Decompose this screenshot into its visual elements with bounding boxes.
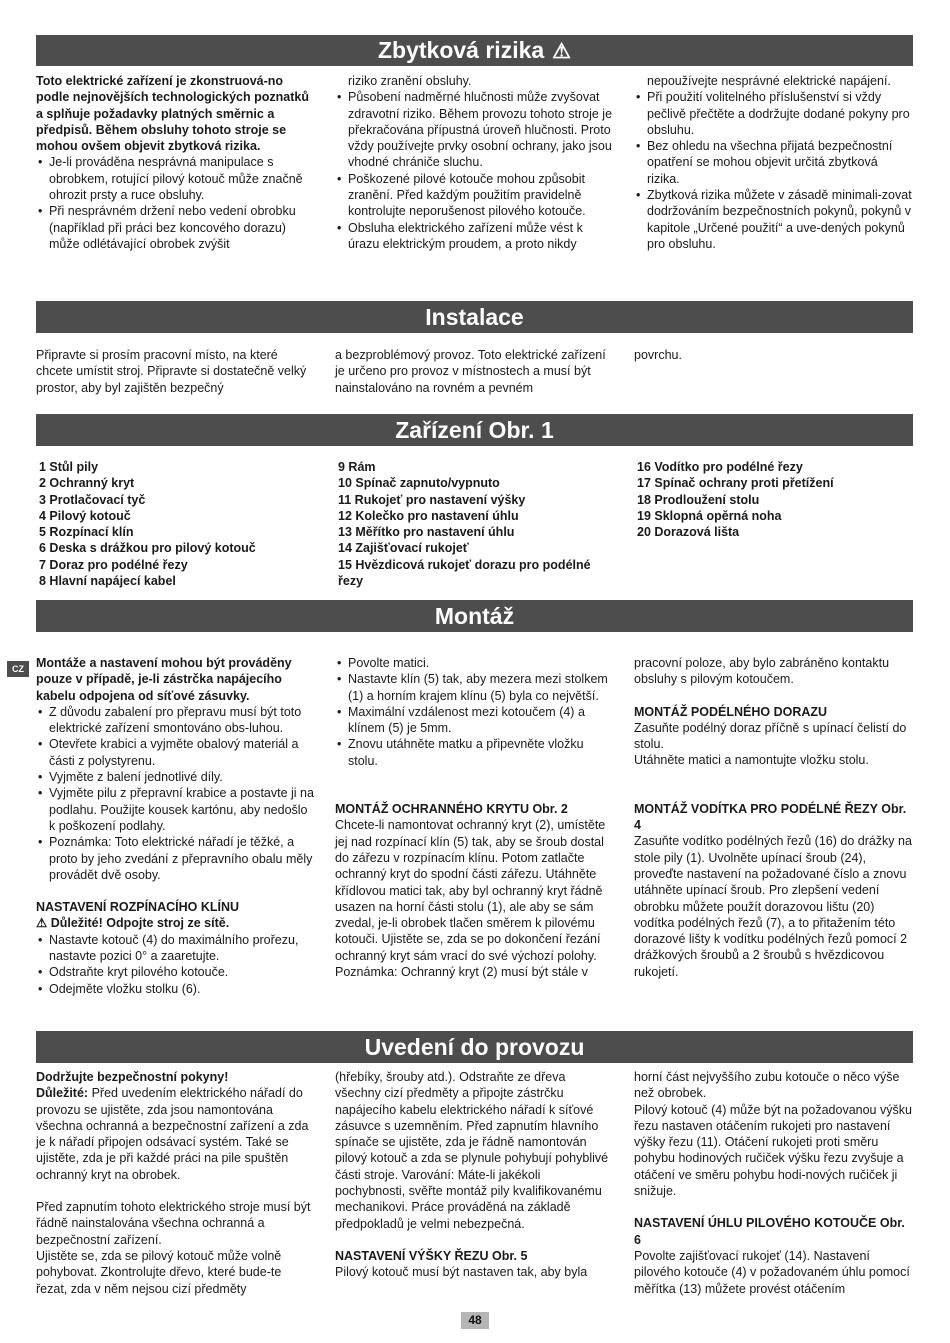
assembly-columns xyxy=(36,655,913,997)
risks-intro: Toto elektrické zařízení je zkonstruová-no podle nejnovějších technologických poznatků a splňuje požadavky platných směrnic a předpisů. Během obsluhy tohoto stroje se mohou ovšem objevit zbytková rizika. xyxy=(36,74,309,154)
list-item: 7 Doraz pro podélné řezy xyxy=(39,557,188,572)
install-col-1 xyxy=(36,347,314,396)
list-item: 16 Vodítko pro podélné řezy xyxy=(637,460,803,474)
list-item: • Bez ohledu na všechna přijatá bezpečnostní opatření se mohou objevit určitá zbytková rizika. xyxy=(634,138,912,187)
stop-text-1: Zasuňte podélný doraz příčně s upínací čelistí do stolu. xyxy=(634,720,907,752)
operation-text-2: Před zapnutím tohoto elektrického stroje musí být řádně nainstalována všechna ochranná a bezpečnostní zařízení. xyxy=(36,1200,311,1247)
stop-heading: MONTÁŽ PODÉLNÉHO DORAZU xyxy=(634,704,828,719)
operation-col-3 xyxy=(634,1069,912,1297)
list-item: 9 Rám xyxy=(338,460,376,474)
section-header-assembly xyxy=(36,600,913,632)
list-item: 10 Spínač zapnuto/vypnuto xyxy=(338,476,500,491)
height-heading: NASTAVENÍ VÝŠKY ŘEZU Obr. 5 xyxy=(335,1248,528,1263)
device-columns xyxy=(36,459,913,589)
risks-col3-continuation: nepoužívejte nesprávné elektrické napájení. xyxy=(647,74,891,88)
wedge-heading: NASTAVENÍ ROZPÍNACÍHO KLÍNU xyxy=(36,900,240,915)
page-number: 48 xyxy=(461,1312,489,1329)
install-col-2 xyxy=(335,347,613,396)
operation-text-3: Ujistěte se, zda se pilový kotouč může volně pohybovat. Zkontrolujte dřevo, které bude-te řezat, zda v něm nejsou cizí předměty xyxy=(36,1248,282,1296)
install-text-1: Připravte si prosím pracovní místo, na které chcete umístit stroj. Připravte si dostatečně velký prostor, aby byl zajištěn bezpečný xyxy=(36,348,307,395)
device-parts-list-1 xyxy=(36,459,314,589)
risks-col-1 xyxy=(36,73,314,252)
list-item: 18 Prodloužení stolu xyxy=(637,492,760,507)
list-item: • Otevřete krabici a vyjměte obalový materiál a části z polystyrenu. xyxy=(36,736,314,769)
list-item: 12 Kolečko pro nastavení úhlu xyxy=(338,508,519,523)
list-item: • Při použití volitelného příslušenství si vždy pečlivě přečtěte a dodržujte dodané pokyny pro obsluhu. xyxy=(634,89,912,138)
section-title: Instalace xyxy=(425,304,524,330)
section-header-installation xyxy=(36,301,913,333)
list-item: • Maximální vzdálenost mezi kotoučem (4) a klínem (5) je 5mm. xyxy=(335,704,613,737)
list-item: 8 Hlavní napájecí kabel xyxy=(39,574,176,589)
risks-columns xyxy=(36,73,913,252)
risks-list-3 xyxy=(634,89,912,252)
install-text-3: povrchu. xyxy=(634,348,682,362)
section-title: Uvedení do provozu xyxy=(364,1034,585,1060)
list-item: • Působení nadměrné hlučnosti může zvyšovat zdravotní riziko. Během provozu tohoto stroje je překračována přípustná úroveň hlučnosti. Proto vždy používejte prvky osobní ochrany, jako jsou vhodné chrániče sluchu. xyxy=(335,89,613,170)
list-item: 1 Stůl pily xyxy=(39,460,99,474)
fence-text: Zasuňte vodítko podélných řezů (16) do drážky na stole pily (1). Uvolněte upínací šroub (24), proveďte nastavení na požadované číslo a znovu utáhněte upínací šroub. Pro zlepšení vedení obrobku můžete použít dorazovou lištu (20) vodítka podélných řezů (7), a to přitažením této dorazové lišty k vodítku podélných řezů pomocí 2 drážkových šroubů a 2 šroubů s hvězdicovou rukojetí. xyxy=(634,834,912,979)
list-item: • Nastavte klín (5) tak, aby mezera mezi stolkem (1) a horním krajem klínu (5) byla co největší. xyxy=(335,671,613,704)
important-label: Důležité: xyxy=(36,1086,89,1101)
guard-note: Poznámka: Ochranný kryt (2) musí být stále v xyxy=(335,965,588,980)
list-item: • Vyjměte z balení jednotlivé díly. xyxy=(36,769,314,785)
device-col-1 xyxy=(36,459,314,589)
list-item: • Znovu utáhněte matku a připevněte vložku stolu. xyxy=(335,736,613,769)
operation-col3-text-2: Pilový kotouč (4) může být na požadovanou výšku řezu nastaven otáčením rukojeti pro nastavení výšky řezu (11). Otáčení rukojeti proti směru pohybu hodinových ručiček výšku řezu zvyšuje a otáčení ve směru pohybu hodi-nových ručiček ji snižuje. xyxy=(634,1102,912,1199)
install-columns xyxy=(36,347,913,396)
list-item: 19 Sklopná opěrná noha xyxy=(637,508,782,523)
list-item: • Nastavte kotouč (4) do maximálního prořezu, nastavte pozici 0° a zaaretujte. xyxy=(36,932,314,965)
device-col-2 xyxy=(335,459,613,589)
list-item: • Poznámka: Toto elektrické nářadí je těžké, a proto by jeho zvedání z přepravního obalu měly provádět dvě osoby. xyxy=(36,834,314,883)
guard-text: Chcete-li namontovat ochranný kryt (2), umístěte jej nad rozpínací klín (5) tak, aby se šroub dostal do zářezu v rozpínacím klínu. Potom zatlačte ochranný kryt do spodní části zářezu. Utáhněte křídlovou matici tak, aby byl ochranný kryt řádně usazen na horní části stolu (1), ale aby se sám zvedal, je-li obrobek tlačen směrem k pilovému kotouči. Ujistěte se, zda se po dokončení řezání ochranný kryt sám vrací do své výchozí polohy. xyxy=(335,818,606,963)
list-item: 13 Měřítko pro nastavení úhlu xyxy=(338,525,515,540)
list-item: • Odstraňte kryt pilového kotouče. xyxy=(36,964,314,980)
device-parts-list-3 xyxy=(634,459,912,540)
list-item: 5 Rozpínací klín xyxy=(39,525,134,540)
list-item: • Vyjměte pilu z přepravní krabice a postavte ji na podlahu. Použijte kousek kartónu, aby nedošlo k poškození podlahy. xyxy=(36,785,314,834)
section-title: Montáž xyxy=(434,603,515,629)
section-title: Zařízení Obr. 1 xyxy=(395,417,554,443)
assembly-list-1 xyxy=(36,704,314,883)
assembly-col-2 xyxy=(335,655,613,997)
assembly-list-2 xyxy=(335,655,613,769)
list-item: 11 Rukojeť pro nastavení výšky xyxy=(338,492,526,507)
list-item: 17 Spínač ochrany proti přetížení xyxy=(637,476,834,491)
operation-col-1 xyxy=(36,1069,314,1297)
list-item: 15 Hvězdicová rukojeť dorazu pro podélné řezy xyxy=(338,557,591,589)
list-item: 4 Pilový kotouč xyxy=(39,508,131,523)
risks-list-2 xyxy=(335,89,613,252)
wedge-list xyxy=(36,932,314,997)
list-item: • Povolte matici. xyxy=(335,655,613,671)
list-item: 2 Ochranný kryt xyxy=(39,476,135,491)
operation-text-1 xyxy=(36,1085,314,1183)
risks-col2-continuation: riziko zranění obsluhy. xyxy=(348,74,472,88)
list-item: 6 Deska s drážkou pro pilový kotouč xyxy=(39,541,256,556)
list-item: • Odejměte vložku stolku (6). xyxy=(36,981,314,997)
operation-col3-text-1: horní část nejvyššího zubu kotouče o něco výše než obrobek. xyxy=(634,1070,900,1101)
warning-triangle-icon: ⚠ xyxy=(552,40,571,63)
height-text: Pilový kotouč musí být nastaven tak, aby byla xyxy=(335,1265,588,1280)
important-text: Před uvedením elektrického nářadí do provozu se ujistěte, zda jsou namontována všechna ochranná a bezpečnostní zařízení a zda je k nářadí připojen odsávací systém. Také se ujistěte, zda je při každé práci na pile spuštěn ochranný kryt na obrobek. xyxy=(36,1086,309,1182)
list-item: • Je-li prováděna nesprávná manipulace s obrobkem, rotující pilový kotouč může značně ohrozit prsty a ruce obsluhy. xyxy=(36,154,314,203)
wedge-warning-text: Důležité! Odpojte stroj ze sítě. xyxy=(50,916,230,931)
operation-columns xyxy=(36,1069,913,1297)
section-header-residual-risks xyxy=(36,35,913,66)
section-title: Zbytková rizika xyxy=(377,37,545,63)
operation-heading: Dodržujte bezpečnostní pokyny! xyxy=(36,1070,229,1084)
section-header-operation xyxy=(36,1031,913,1063)
section-header-device xyxy=(36,414,913,446)
angle-text: Povolte zajišťovací rukojeť (14). Nastavení pilového kotouče (4) v požadovaném úhlu pomocí měřítka (13) můžete provést otáčením xyxy=(634,1248,910,1296)
stop-text-2: Utáhněte matici a namontujte vložku stolu. xyxy=(634,753,869,768)
risks-col-2 xyxy=(335,73,613,252)
device-col-3 xyxy=(634,459,912,589)
language-tab: CZ xyxy=(7,661,29,677)
list-item: 20 Dorazová lišta xyxy=(637,525,740,540)
guard-heading: MONTÁŽ OCHRANNÉHO KRYTU Obr. 2 xyxy=(335,802,568,817)
list-item: • Při nesprávném držení nebo vedení obrobku (například při práci bez koncového dorazu) může odlétávající obrobek zvýšit xyxy=(36,203,314,252)
install-col-3 xyxy=(634,347,912,396)
list-item: 3 Protlačovací tyč xyxy=(39,492,146,507)
list-item: • Z důvodu zabalení pro přepravu musí být toto elektrické zařízení smontováno obs-luhou. xyxy=(36,704,314,737)
risks-col-3 xyxy=(634,73,912,252)
warning-triangle-icon: ⚠ xyxy=(36,916,51,931)
device-parts-list-2 xyxy=(335,459,613,589)
list-item: • Obsluha elektrického zařízení může vést k úrazu elektrickým proudem, a proto nikdy xyxy=(335,220,613,253)
angle-heading: NASTAVENÍ ÚHLU PILOVÉHO KOTOUČE Obr. 6 xyxy=(634,1216,905,1247)
list-item: • Poškozené pilové kotouče mohou způsobit zranění. Před každým použitím pravidelně kontrolujte neporušenost pilového kotouče. xyxy=(335,171,613,220)
wedge-warning xyxy=(36,915,314,931)
assembly-intro: Montáže a nastavení mohou být prováděny pouze v případě, je-li zástrčka napájecího kabelu odpojena od síťové zásuvky. xyxy=(36,656,292,703)
assembly-col3-continuation: pracovní poloze, aby bylo zabráněno kontaktu obsluhy s pilovým kotoučem. xyxy=(634,656,890,687)
operation-col-2 xyxy=(335,1069,613,1297)
list-item: • Zbytková rizika můžete v zásadě minimali-zovat dodržováním bezpečnostních pokynů, pokynů v kapitole „Určené použití“ a uve-dených pokynů pro obsluhu. xyxy=(634,187,912,252)
risks-list-1 xyxy=(36,154,314,252)
assembly-col-3 xyxy=(634,655,912,997)
fence-heading: MONTÁŽ VODÍTKA PRO PODÉLNÉ ŘEZY Obr. 4 xyxy=(634,801,907,833)
operation-col2-text: (hřebíky, šrouby atd.). Odstraňte ze dřeva všechny cizí předměty a připojte zástrčku napájecího kabelu elektrického nářadí k síťové zásuvce s uzemněním. Před zapnutím hlavního spínače se ujistěte, zda je řádně namontován pilový kotouč a zda se plynule pohybují pohyblivé části stroje. Varování: Máte-li jakékoli pochybnosti, svěřte montáž pily kvalifikovanému mechanikovi. Práce prováděná na základě předpokladů je velmi nebezpečná. xyxy=(335,1070,609,1231)
assembly-col-1 xyxy=(36,655,314,997)
list-item: 14 Zajišťovací rukojeť xyxy=(338,541,469,556)
install-text-2: a bezproblémový provoz. Toto elektrické zařízení je určeno pro provoz v místnostech a musí být nainstalováno na rovném a pevném xyxy=(335,348,606,395)
